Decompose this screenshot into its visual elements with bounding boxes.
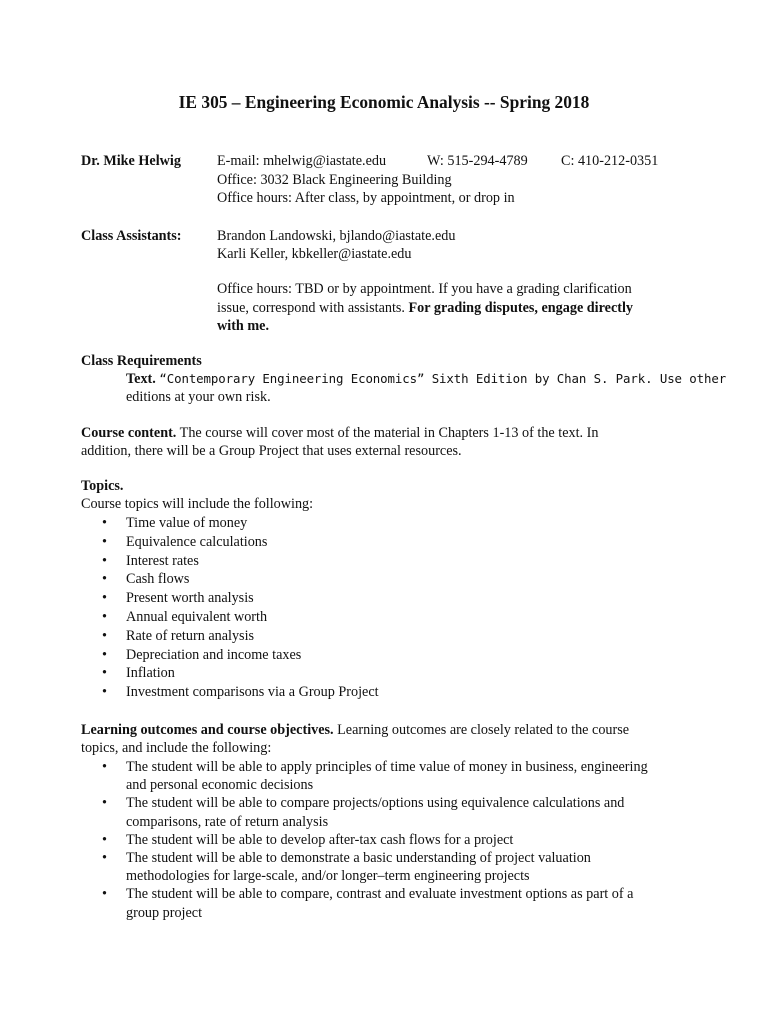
- outcomes-label: Learning outcomes and course objectives.: [81, 722, 334, 738]
- textbook-title: “Contemporary Engineering Economics” Sixth Edition by Chan S. Park. Use other: [159, 371, 727, 386]
- list-item-line: The student will be able to develop after-tax cash flows for a project: [126, 831, 514, 848]
- list-item-line: The student will be able to compare, contrast and evaluate investment options as part of a: [126, 886, 634, 903]
- assistants-clarification: issue, correspond with assistants.: [217, 300, 405, 316]
- textbook-line: [126, 370, 726, 389]
- topic-item: [81, 683, 379, 702]
- instructor-name: Dr. Mike Helwig: [81, 153, 181, 169]
- bullet-icon: •: [102, 684, 107, 701]
- course-content-text: The course will cover most of the material in Chapters 1-13 of the text. In: [179, 425, 599, 441]
- bullet-icon: •: [102, 886, 107, 903]
- instructor-work-phone: W: 515-294-4789: [427, 153, 528, 169]
- grading-disputes-note: For grading disputes, engage directly: [408, 300, 634, 316]
- list-item-text: Interest rates: [126, 552, 199, 569]
- outcome-item: [81, 794, 648, 830]
- bullet-icon: •: [102, 646, 107, 663]
- bullet-icon: •: [102, 590, 107, 607]
- outcome-item: [81, 885, 648, 921]
- bullet-icon: •: [102, 850, 107, 867]
- outcome-item: [81, 849, 648, 885]
- outcome-item: [81, 758, 648, 794]
- course-content: [81, 424, 598, 443]
- assistants-office-hours: Office hours: TBD or by appointment. If you have a grading clarification: [217, 281, 632, 297]
- topics-heading: Topics.: [81, 478, 124, 494]
- bullet-icon: •: [102, 515, 107, 531]
- topics-intro: Course topics will include the following:: [81, 496, 314, 512]
- grading-disputes-note-cont: with me.: [217, 318, 270, 334]
- bullet-icon: •: [102, 831, 107, 848]
- list-item-line: group project: [126, 904, 203, 921]
- list-item-text: Time value of money: [126, 515, 248, 531]
- outcomes-list: [81, 758, 648, 922]
- list-item-text: Annual equivalent worth: [126, 608, 268, 625]
- outcomes-intro-cont: topics, and include the following:: [81, 740, 272, 756]
- assistants-label: Class Assistants:: [81, 228, 182, 244]
- topic-item: [81, 589, 379, 608]
- list-item-line: The student will be able to demonstrate a basic understanding of project valuation: [126, 850, 591, 867]
- topic-item: [81, 646, 379, 665]
- bullet-icon: •: [102, 552, 107, 569]
- topic-item: [81, 608, 379, 627]
- list-item-text: Equivalence calculations: [126, 533, 268, 550]
- requirements-heading: Class Requirements: [81, 353, 202, 369]
- bullet-icon: •: [102, 759, 107, 775]
- bullet-icon: •: [102, 665, 107, 682]
- assistant-1: Brandon Landowski, bjlando@iastate.edu: [217, 228, 456, 244]
- topic-item: [81, 552, 379, 571]
- textbook-label: Text.: [126, 371, 156, 387]
- outcomes-intro: [81, 721, 629, 740]
- list-item-text: Present worth analysis: [126, 590, 254, 607]
- topic-item: [81, 533, 379, 552]
- instructor-cell-phone: C: 410-212-0351: [561, 153, 659, 169]
- list-item-line: The student will be able to compare projects/options using equivalence calculations and: [126, 795, 625, 812]
- bullet-icon: •: [102, 571, 107, 588]
- list-item-text: Investment comparisons via a Group Project: [126, 684, 379, 701]
- list-item-text: Depreciation and income taxes: [126, 646, 302, 663]
- page-title: IE 305 – Engineering Economic Analysis -- Spring 2018: [178, 92, 590, 112]
- textbook-note: editions at your own risk.: [126, 389, 271, 405]
- list-item-line: and personal economic decisions: [126, 777, 314, 794]
- course-content-text-cont: addition, there will be a Group Project that uses external resources.: [81, 443, 462, 459]
- assistants-office-hours-cont: [217, 299, 633, 318]
- outcomes-intro-text: Learning outcomes are closely related to the course: [337, 722, 630, 738]
- topic-item: [81, 514, 379, 533]
- topic-item: [81, 664, 379, 683]
- bullet-icon: •: [102, 627, 107, 644]
- topic-item: [81, 627, 379, 646]
- topics-list: [81, 514, 379, 702]
- list-item-text: Rate of return analysis: [126, 627, 255, 644]
- list-item-text: Cash flows: [126, 571, 190, 588]
- topic-item: [81, 570, 379, 589]
- list-item-line: The student will be able to apply principles of time value of money in business, engineering: [126, 759, 648, 775]
- course-content-label: Course content.: [81, 425, 177, 441]
- bullet-icon: •: [102, 533, 107, 550]
- list-item-text: Inflation: [126, 665, 175, 682]
- instructor-office-hours: Office hours: After class, by appointment, or drop in: [217, 190, 515, 206]
- assistant-2: Karli Keller, kbkeller@iastate.edu: [217, 246, 412, 262]
- outcome-item: [81, 831, 648, 849]
- list-item-line: comparisons, rate of return analysis: [126, 813, 329, 830]
- bullet-icon: •: [102, 795, 107, 812]
- instructor-office: Office: 3032 Black Engineering Building: [217, 172, 452, 188]
- list-item-line: methodologies for large-scale, and/or longer–term engineering projects: [126, 868, 530, 885]
- bullet-icon: •: [102, 608, 107, 625]
- instructor-email: E-mail: mhelwig@iastate.edu: [217, 153, 387, 169]
